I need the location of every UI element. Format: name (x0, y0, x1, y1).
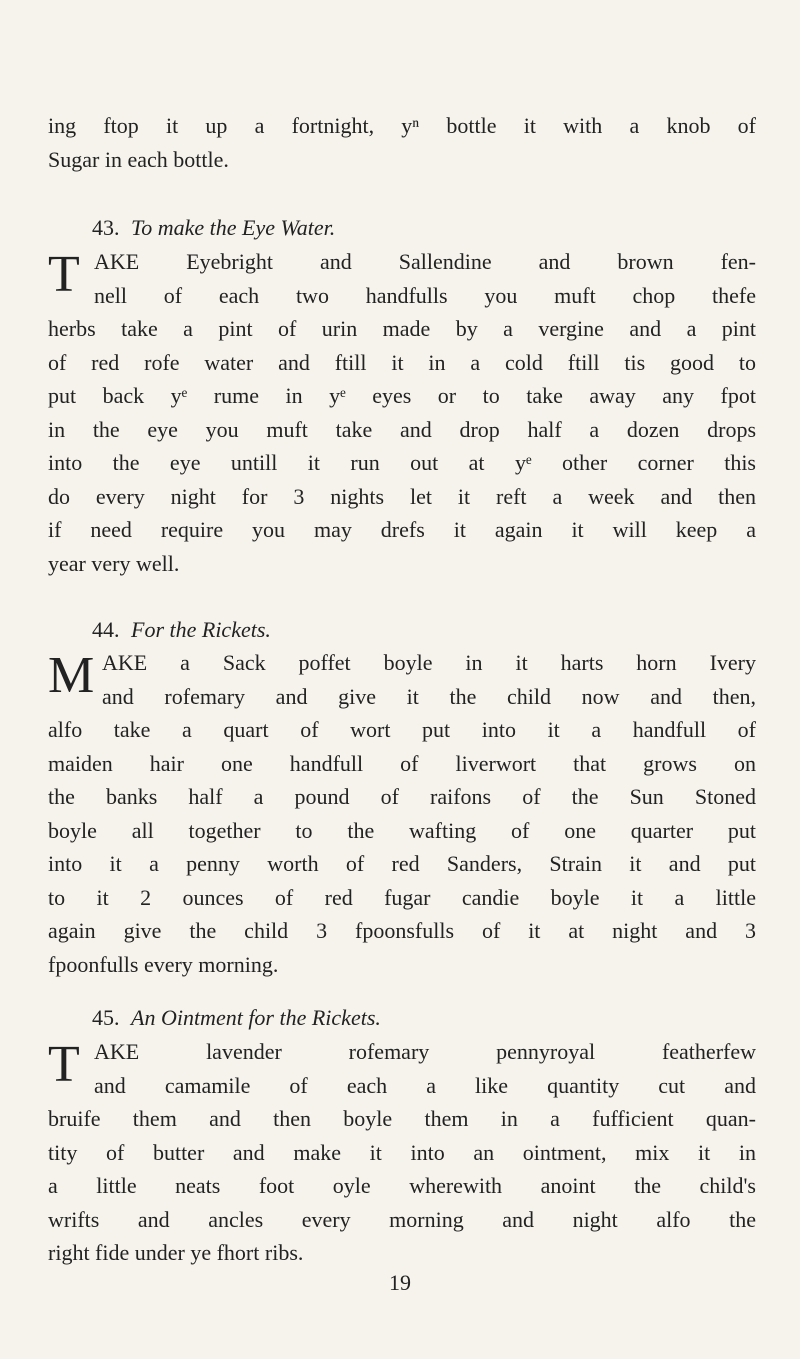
text-line: AKE a Sack poffet boyle in it harts horn Ivery (102, 650, 756, 675)
text-line: and camamile of each a like quantity cut and (94, 1072, 756, 1098)
recipe-title: An Ointment for the Rickets. (131, 1005, 381, 1030)
text-line: alfo take a quart of wort put into it a handfull of (48, 717, 756, 742)
recipe-title: For the Rickets. (131, 617, 271, 642)
recipe-number: 45. (92, 1005, 120, 1030)
drop-cap: T (48, 1036, 80, 1093)
text-line: AKE Eyebright and Sallendine and brown fen- (94, 249, 756, 274)
recipe-heading-45 (92, 1003, 381, 1033)
page-number: 19 (389, 1270, 411, 1295)
text-line: and rofemary and give it the child now and then, (102, 683, 756, 709)
text-line: tity of butter and make it into an ointment, mix it in (48, 1139, 756, 1165)
text-line: fpoonfulls every morning. (48, 951, 279, 977)
drop-cap: M (48, 647, 95, 704)
text-line: herbs take a pint of urin made by a vergine and a pint (48, 316, 756, 341)
text-line: do every night for 3 nights let it reft a week and then (48, 483, 756, 509)
text-line: into it a penny worth of red Sanders, Strain it and put (48, 851, 756, 876)
text-line: into the eye untill it run out at yᵉ other corner this (48, 450, 756, 475)
text-line: Sugar in each bottle. (48, 146, 229, 172)
text-line: nell of each two handfulls you muft chop thefe (94, 282, 756, 308)
text-line: if need require you may drefs it again it will keep a (48, 517, 756, 542)
recipe-title: To make the Eye Water. (131, 215, 336, 240)
recipe-number: 43. (92, 215, 120, 240)
text-line: right fide under ye fhort ribs. (48, 1240, 304, 1265)
text-line: again give the child 3 fpoonsfulls of it at night and 3 (48, 918, 756, 943)
text-line: ing ftop it up a fortnight, yⁿ bottle it with a knob of (48, 113, 756, 138)
text-line: maiden hair one handfull of liverwort that grows on (48, 750, 756, 776)
text-line: boyle all together to the wafting of one quarter put (48, 817, 756, 843)
text-line: the banks half a pound of raifons of the Sun Stoned (48, 784, 756, 809)
text-line: bruife them and then boyle them in a fufficient quan- (48, 1106, 756, 1131)
recipe-body-45 (48, 1035, 756, 1270)
text-line: wrifts and ancles every morning and night alfo the (48, 1206, 756, 1232)
text-line: of red rofe water and ftill it in a cold ftill tis good to (48, 349, 756, 375)
text-line: a little neats foot oyle wherewith anoint the child's (48, 1173, 756, 1198)
text-line: put back yᵉ rume in yᵉ eyes or to take away any fpot (48, 383, 756, 408)
recipe-heading-43 (92, 213, 335, 243)
recipe-heading-44 (92, 615, 271, 645)
text-line: in the eye you muft take and drop half a dozen drops (48, 416, 756, 442)
intro-paragraph (48, 109, 756, 176)
text-line: year very well. (48, 550, 180, 576)
drop-cap: T (48, 246, 80, 303)
text-line: AKE lavender rofemary pennyroyal featherfew (94, 1039, 756, 1064)
recipe-body-44 (48, 646, 756, 981)
text-line: to it 2 ounces of red fugar candie boyle it a little (48, 884, 756, 910)
recipe-number: 44. (92, 617, 120, 642)
recipe-body-43 (48, 245, 756, 580)
